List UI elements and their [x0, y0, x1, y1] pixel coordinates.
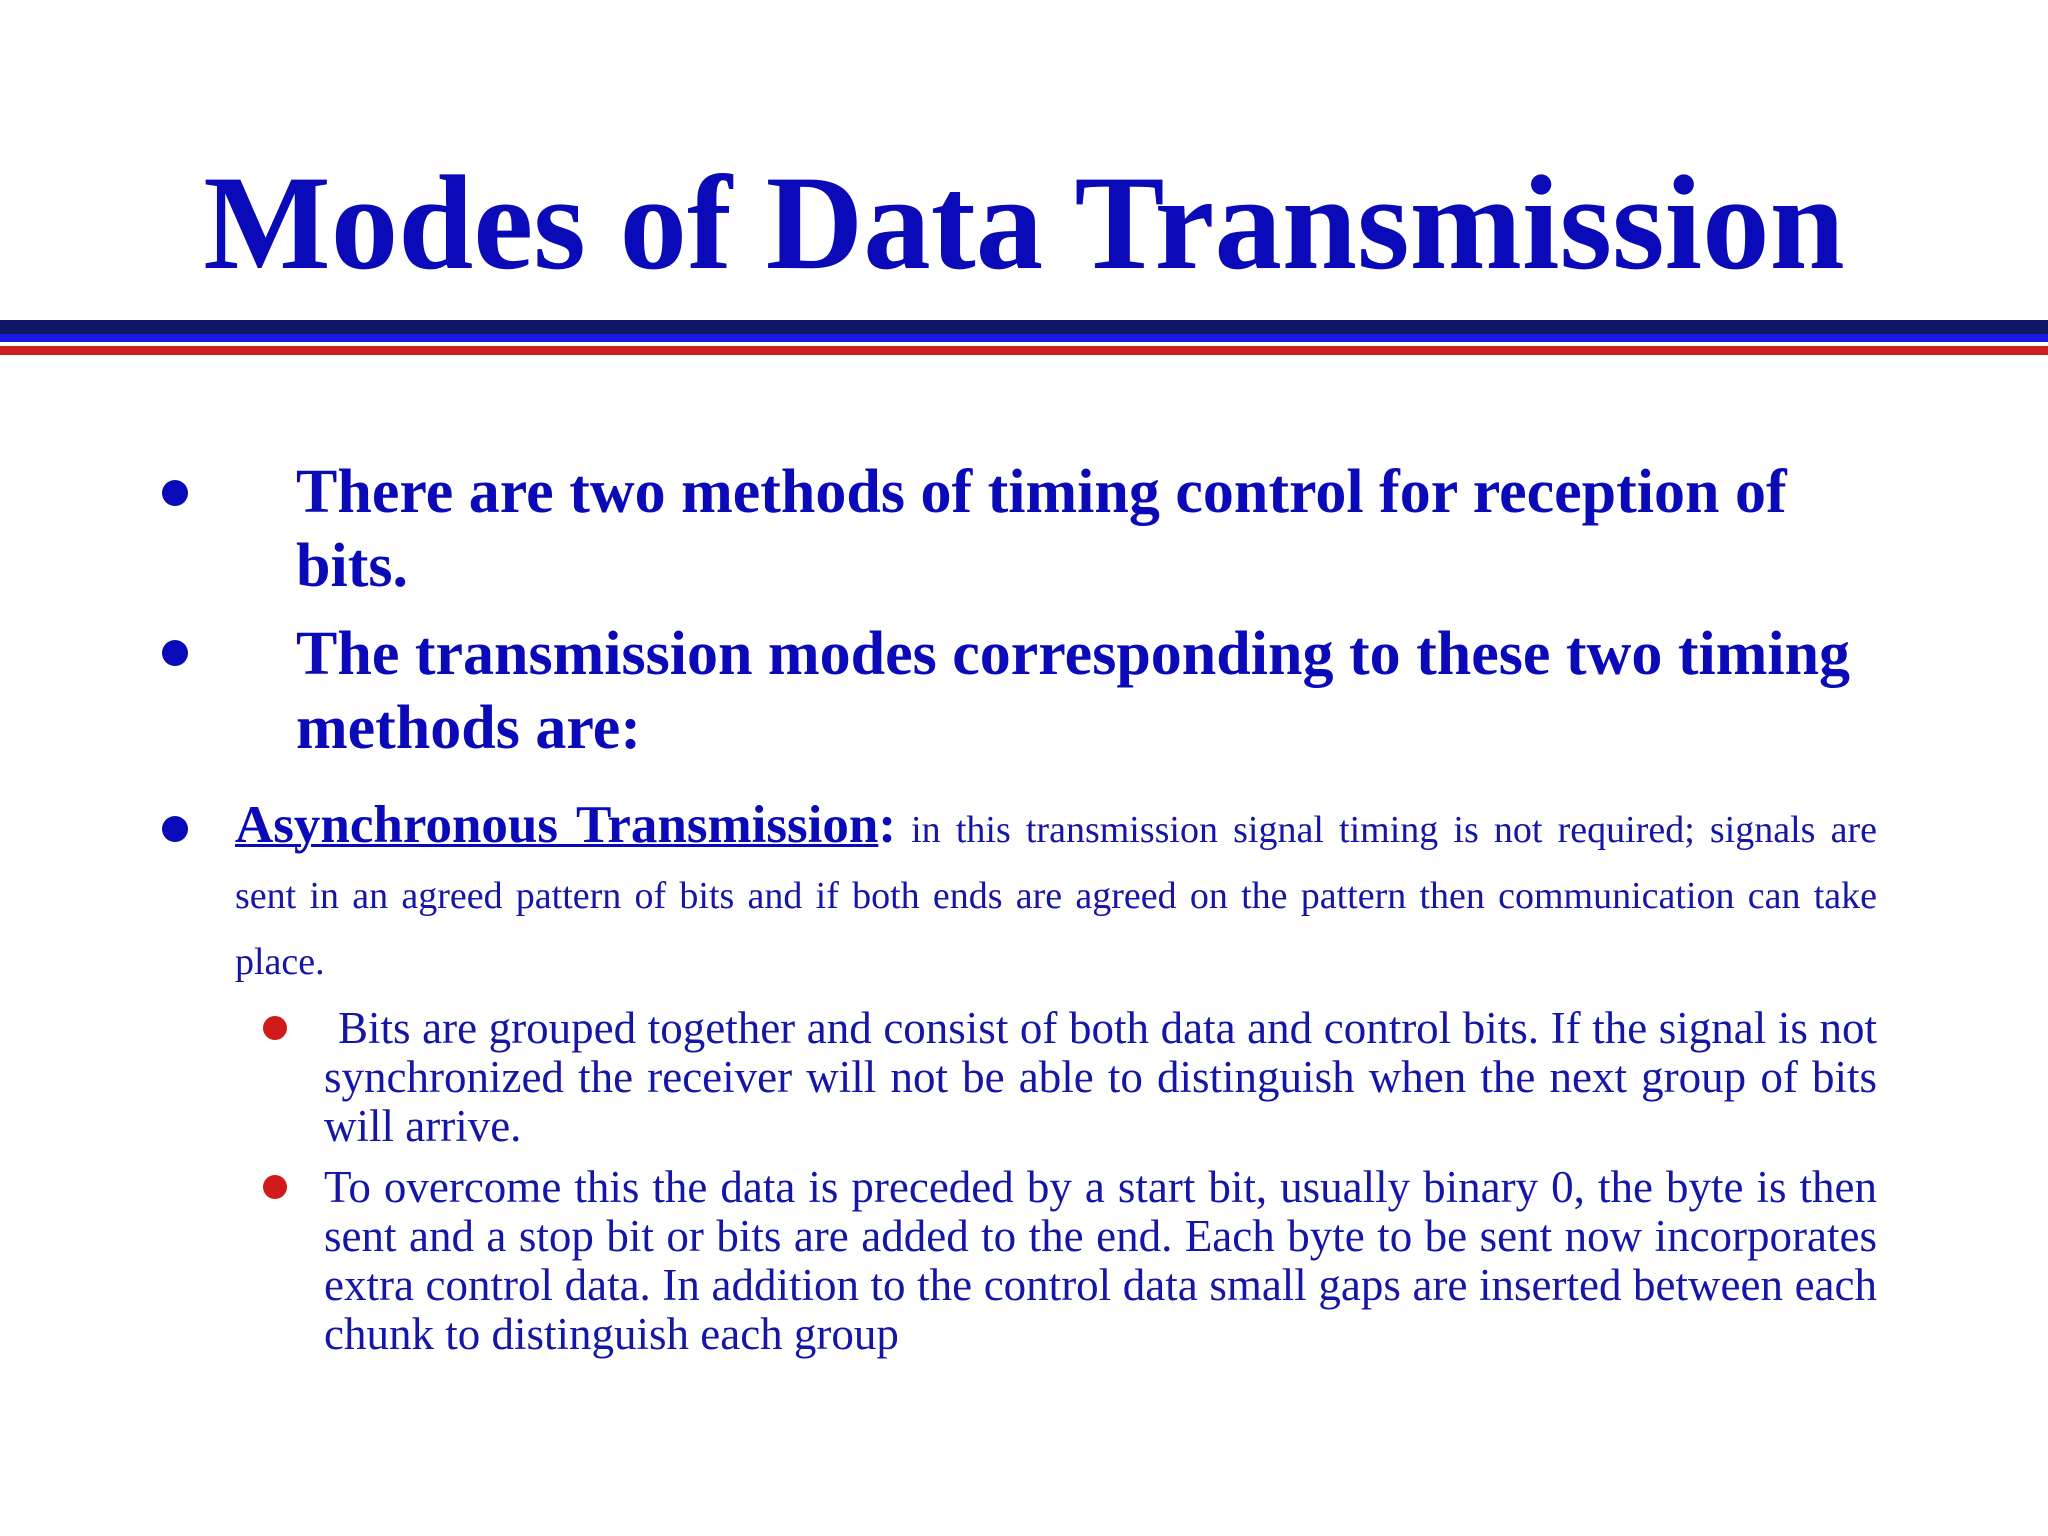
async-colon: : — [878, 796, 896, 854]
sub-bullet-text-start-bit: To overcome this the data is preceded by a start bit, usually binary 0, the byte is then sent and a stop bit or bits are added to the end. Each byte to be sent now incorporates extra control data. In addition to the control data small gaps are inserted between each chunk to distinguish each group — [324, 1162, 1877, 1359]
bullet-dot — [162, 480, 188, 506]
async-description: in this transmission signal timing is not required; signals are sent in an agreed pattern of bits and if both ends are agreed on the pattern then communication can take place. — [235, 809, 1877, 983]
bullet-dot — [162, 640, 188, 666]
sub-bullet-text-grouping: Bits are grouped together and consist of both data and control bits. If the signal is not synchronized the receiver will not be able to distinguish when the next group of bits will arrive. — [324, 1003, 1877, 1151]
bullet-text-transmission-modes: The transmission modes corresponding to these two timing methods are: — [296, 620, 1851, 762]
bullet-text-timing-methods: There are two methods of timing control for reception of bits. — [296, 458, 1787, 600]
async-paragraph — [235, 792, 1877, 995]
slide-title: Modes of Data Transmission — [203, 149, 1845, 298]
title-rule-blue — [0, 334, 2048, 342]
sub-bullet-dot — [263, 1175, 287, 1199]
async-heading: Asynchronous Transmission — [235, 796, 879, 854]
title-rule-navy — [0, 320, 2048, 334]
title-rule-red — [0, 346, 2048, 355]
bullet-dot — [162, 816, 188, 842]
sub-bullet-dot — [263, 1016, 287, 1040]
